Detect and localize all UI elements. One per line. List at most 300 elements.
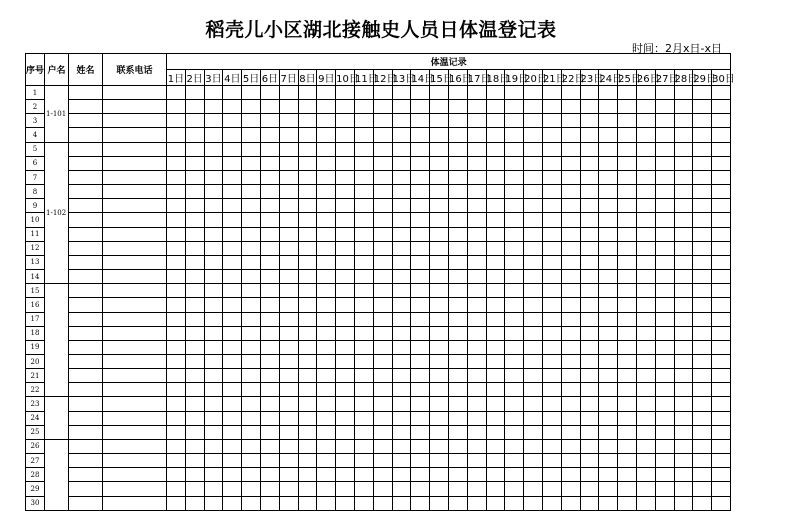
temperature-cell[interactable]: [505, 199, 524, 213]
temperature-cell[interactable]: [618, 185, 637, 199]
temperature-cell[interactable]: [542, 454, 561, 468]
temperature-cell[interactable]: [505, 468, 524, 482]
temperature-cell[interactable]: [618, 227, 637, 241]
temperature-cell[interactable]: [373, 213, 392, 227]
temperature-cell[interactable]: [260, 454, 279, 468]
temperature-cell[interactable]: [373, 340, 392, 354]
temperature-cell[interactable]: [185, 156, 204, 170]
temperature-cell[interactable]: [185, 142, 204, 156]
phone-cell[interactable]: [103, 128, 167, 142]
temperature-cell[interactable]: [430, 114, 449, 128]
temperature-cell[interactable]: [430, 284, 449, 298]
temperature-cell[interactable]: [561, 482, 580, 496]
temperature-cell[interactable]: [655, 439, 674, 453]
temperature-cell[interactable]: [618, 312, 637, 326]
phone-cell[interactable]: [103, 454, 167, 468]
temperature-cell[interactable]: [693, 255, 712, 269]
temperature-cell[interactable]: [204, 369, 223, 383]
temperature-cell[interactable]: [204, 354, 223, 368]
temperature-cell[interactable]: [392, 284, 411, 298]
temperature-cell[interactable]: [167, 425, 186, 439]
temperature-cell[interactable]: [599, 496, 618, 510]
temperature-cell[interactable]: [317, 100, 336, 114]
temperature-cell[interactable]: [354, 156, 373, 170]
temperature-cell[interactable]: [185, 468, 204, 482]
temperature-cell[interactable]: [599, 454, 618, 468]
temperature-cell[interactable]: [636, 383, 655, 397]
temperature-cell[interactable]: [260, 199, 279, 213]
temperature-cell[interactable]: [486, 128, 505, 142]
temperature-cell[interactable]: [674, 326, 693, 340]
temperature-cell[interactable]: [392, 199, 411, 213]
temperature-cell[interactable]: [167, 468, 186, 482]
temperature-cell[interactable]: [693, 411, 712, 425]
temperature-cell[interactable]: [486, 185, 505, 199]
temperature-cell[interactable]: [298, 114, 317, 128]
temperature-cell[interactable]: [167, 312, 186, 326]
temperature-cell[interactable]: [373, 326, 392, 340]
temperature-cell[interactable]: [336, 86, 355, 100]
temperature-cell[interactable]: [223, 86, 242, 100]
temperature-cell[interactable]: [279, 454, 298, 468]
temperature-cell[interactable]: [167, 454, 186, 468]
temperature-cell[interactable]: [467, 383, 486, 397]
temperature-cell[interactable]: [260, 383, 279, 397]
temperature-cell[interactable]: [167, 241, 186, 255]
temperature-cell[interactable]: [655, 369, 674, 383]
temperature-cell[interactable]: [448, 199, 467, 213]
temperature-cell[interactable]: [580, 482, 599, 496]
name-cell[interactable]: [69, 170, 103, 184]
temperature-cell[interactable]: [448, 482, 467, 496]
temperature-cell[interactable]: [618, 425, 637, 439]
temperature-cell[interactable]: [204, 425, 223, 439]
temperature-cell[interactable]: [618, 369, 637, 383]
temperature-cell[interactable]: [167, 439, 186, 453]
temperature-cell[interactable]: [655, 255, 674, 269]
temperature-cell[interactable]: [448, 270, 467, 284]
temperature-cell[interactable]: [223, 411, 242, 425]
temperature-cell[interactable]: [599, 312, 618, 326]
temperature-cell[interactable]: [167, 496, 186, 510]
temperature-cell[interactable]: [204, 86, 223, 100]
temperature-cell[interactable]: [430, 142, 449, 156]
temperature-cell[interactable]: [505, 100, 524, 114]
temperature-cell[interactable]: [336, 185, 355, 199]
temperature-cell[interactable]: [655, 468, 674, 482]
temperature-cell[interactable]: [242, 439, 261, 453]
temperature-cell[interactable]: [467, 86, 486, 100]
phone-cell[interactable]: [103, 496, 167, 510]
temperature-cell[interactable]: [636, 354, 655, 368]
temperature-cell[interactable]: [486, 199, 505, 213]
temperature-cell[interactable]: [185, 199, 204, 213]
temperature-cell[interactable]: [185, 255, 204, 269]
temperature-cell[interactable]: [317, 156, 336, 170]
temperature-cell[interactable]: [655, 482, 674, 496]
temperature-cell[interactable]: [373, 270, 392, 284]
temperature-cell[interactable]: [693, 142, 712, 156]
temperature-cell[interactable]: [524, 128, 543, 142]
temperature-cell[interactable]: [505, 128, 524, 142]
temperature-cell[interactable]: [185, 312, 204, 326]
phone-cell[interactable]: [103, 114, 167, 128]
temperature-cell[interactable]: [618, 213, 637, 227]
temperature-cell[interactable]: [336, 340, 355, 354]
name-cell[interactable]: [69, 411, 103, 425]
temperature-cell[interactable]: [580, 170, 599, 184]
temperature-cell[interactable]: [317, 439, 336, 453]
temperature-cell[interactable]: [336, 241, 355, 255]
temperature-cell[interactable]: [467, 100, 486, 114]
temperature-cell[interactable]: [242, 185, 261, 199]
temperature-cell[interactable]: [167, 298, 186, 312]
temperature-cell[interactable]: [392, 383, 411, 397]
temperature-cell[interactable]: [486, 326, 505, 340]
temperature-cell[interactable]: [542, 284, 561, 298]
temperature-cell[interactable]: [580, 86, 599, 100]
temperature-cell[interactable]: [561, 270, 580, 284]
temperature-cell[interactable]: [336, 255, 355, 269]
temperature-cell[interactable]: [599, 383, 618, 397]
temperature-cell[interactable]: [185, 454, 204, 468]
temperature-cell[interactable]: [561, 496, 580, 510]
temperature-cell[interactable]: [167, 100, 186, 114]
temperature-cell[interactable]: [373, 199, 392, 213]
temperature-cell[interactable]: [185, 369, 204, 383]
temperature-cell[interactable]: [693, 354, 712, 368]
temperature-cell[interactable]: [580, 142, 599, 156]
temperature-cell[interactable]: [185, 227, 204, 241]
name-cell[interactable]: [69, 270, 103, 284]
temperature-cell[interactable]: [354, 340, 373, 354]
temperature-cell[interactable]: [599, 354, 618, 368]
temperature-cell[interactable]: [580, 340, 599, 354]
temperature-cell[interactable]: [618, 199, 637, 213]
temperature-cell[interactable]: [467, 170, 486, 184]
temperature-cell[interactable]: [655, 326, 674, 340]
temperature-cell[interactable]: [467, 114, 486, 128]
temperature-cell[interactable]: [317, 128, 336, 142]
temperature-cell[interactable]: [279, 496, 298, 510]
temperature-cell[interactable]: [223, 100, 242, 114]
temperature-cell[interactable]: [693, 482, 712, 496]
temperature-cell[interactable]: [693, 86, 712, 100]
temperature-cell[interactable]: [580, 255, 599, 269]
temperature-cell[interactable]: [298, 411, 317, 425]
temperature-cell[interactable]: [524, 482, 543, 496]
temperature-cell[interactable]: [580, 425, 599, 439]
temperature-cell[interactable]: [448, 326, 467, 340]
temperature-cell[interactable]: [580, 227, 599, 241]
temperature-cell[interactable]: [185, 439, 204, 453]
temperature-cell[interactable]: [561, 156, 580, 170]
temperature-cell[interactable]: [298, 156, 317, 170]
temperature-cell[interactable]: [354, 128, 373, 142]
temperature-cell[interactable]: [524, 340, 543, 354]
temperature-cell[interactable]: [561, 369, 580, 383]
temperature-cell[interactable]: [524, 270, 543, 284]
temperature-cell[interactable]: [279, 114, 298, 128]
temperature-cell[interactable]: [486, 114, 505, 128]
temperature-cell[interactable]: [430, 241, 449, 255]
phone-cell[interactable]: [103, 156, 167, 170]
temperature-cell[interactable]: [167, 284, 186, 298]
temperature-cell[interactable]: [505, 255, 524, 269]
temperature-cell[interactable]: [392, 170, 411, 184]
temperature-cell[interactable]: [580, 454, 599, 468]
temperature-cell[interactable]: [354, 270, 373, 284]
temperature-cell[interactable]: [223, 354, 242, 368]
temperature-cell[interactable]: [580, 213, 599, 227]
temperature-cell[interactable]: [580, 496, 599, 510]
temperature-cell[interactable]: [242, 270, 261, 284]
temperature-cell[interactable]: [373, 142, 392, 156]
phone-cell[interactable]: [103, 170, 167, 184]
temperature-cell[interactable]: [448, 383, 467, 397]
temperature-cell[interactable]: [167, 340, 186, 354]
temperature-cell[interactable]: [674, 439, 693, 453]
temperature-cell[interactable]: [505, 326, 524, 340]
temperature-cell[interactable]: [580, 411, 599, 425]
temperature-cell[interactable]: [618, 270, 637, 284]
temperature-cell[interactable]: [260, 128, 279, 142]
phone-cell[interactable]: [103, 100, 167, 114]
temperature-cell[interactable]: [411, 397, 430, 411]
temperature-cell[interactable]: [448, 185, 467, 199]
temperature-cell[interactable]: [467, 425, 486, 439]
temperature-cell[interactable]: [542, 397, 561, 411]
temperature-cell[interactable]: [204, 241, 223, 255]
temperature-cell[interactable]: [524, 227, 543, 241]
name-cell[interactable]: [69, 227, 103, 241]
temperature-cell[interactable]: [448, 411, 467, 425]
temperature-cell[interactable]: [298, 142, 317, 156]
temperature-cell[interactable]: [580, 354, 599, 368]
temperature-cell[interactable]: [467, 227, 486, 241]
temperature-cell[interactable]: [618, 170, 637, 184]
temperature-cell[interactable]: [373, 425, 392, 439]
temperature-cell[interactable]: [336, 270, 355, 284]
temperature-cell[interactable]: [392, 241, 411, 255]
temperature-cell[interactable]: [411, 340, 430, 354]
temperature-cell[interactable]: [242, 340, 261, 354]
temperature-cell[interactable]: [524, 454, 543, 468]
temperature-cell[interactable]: [561, 383, 580, 397]
temperature-cell[interactable]: [430, 397, 449, 411]
temperature-cell[interactable]: [298, 298, 317, 312]
temperature-cell[interactable]: [242, 482, 261, 496]
temperature-cell[interactable]: [392, 369, 411, 383]
temperature-cell[interactable]: [618, 496, 637, 510]
temperature-cell[interactable]: [693, 114, 712, 128]
temperature-cell[interactable]: [655, 284, 674, 298]
temperature-cell[interactable]: [242, 496, 261, 510]
temperature-cell[interactable]: [317, 411, 336, 425]
temperature-cell[interactable]: [561, 298, 580, 312]
temperature-cell[interactable]: [712, 369, 731, 383]
temperature-cell[interactable]: [242, 454, 261, 468]
temperature-cell[interactable]: [167, 369, 186, 383]
temperature-cell[interactable]: [392, 128, 411, 142]
name-cell[interactable]: [69, 199, 103, 213]
phone-cell[interactable]: [103, 369, 167, 383]
temperature-cell[interactable]: [167, 227, 186, 241]
temperature-cell[interactable]: [354, 383, 373, 397]
temperature-cell[interactable]: [204, 227, 223, 241]
temperature-cell[interactable]: [317, 142, 336, 156]
temperature-cell[interactable]: [561, 213, 580, 227]
temperature-cell[interactable]: [317, 86, 336, 100]
temperature-cell[interactable]: [599, 298, 618, 312]
temperature-cell[interactable]: [655, 496, 674, 510]
temperature-cell[interactable]: [242, 326, 261, 340]
temperature-cell[interactable]: [505, 340, 524, 354]
temperature-cell[interactable]: [693, 199, 712, 213]
temperature-cell[interactable]: [505, 369, 524, 383]
temperature-cell[interactable]: [712, 156, 731, 170]
temperature-cell[interactable]: [260, 100, 279, 114]
temperature-cell[interactable]: [448, 156, 467, 170]
temperature-cell[interactable]: [712, 397, 731, 411]
phone-cell[interactable]: [103, 213, 167, 227]
name-cell[interactable]: [69, 213, 103, 227]
temperature-cell[interactable]: [279, 100, 298, 114]
temperature-cell[interactable]: [693, 340, 712, 354]
temperature-cell[interactable]: [693, 312, 712, 326]
temperature-cell[interactable]: [693, 454, 712, 468]
temperature-cell[interactable]: [655, 354, 674, 368]
name-cell[interactable]: [69, 425, 103, 439]
temperature-cell[interactable]: [693, 100, 712, 114]
temperature-cell[interactable]: [524, 284, 543, 298]
name-cell[interactable]: [69, 496, 103, 510]
phone-cell[interactable]: [103, 185, 167, 199]
phone-cell[interactable]: [103, 354, 167, 368]
temperature-cell[interactable]: [580, 397, 599, 411]
temperature-cell[interactable]: [542, 270, 561, 284]
temperature-cell[interactable]: [674, 496, 693, 510]
temperature-cell[interactable]: [636, 241, 655, 255]
temperature-cell[interactable]: [354, 326, 373, 340]
temperature-cell[interactable]: [448, 454, 467, 468]
temperature-cell[interactable]: [411, 213, 430, 227]
temperature-cell[interactable]: [392, 227, 411, 241]
temperature-cell[interactable]: [354, 298, 373, 312]
temperature-cell[interactable]: [636, 397, 655, 411]
temperature-cell[interactable]: [636, 213, 655, 227]
temperature-cell[interactable]: [279, 340, 298, 354]
phone-cell[interactable]: [103, 298, 167, 312]
temperature-cell[interactable]: [279, 369, 298, 383]
temperature-cell[interactable]: [279, 199, 298, 213]
temperature-cell[interactable]: [674, 312, 693, 326]
name-cell[interactable]: [69, 128, 103, 142]
temperature-cell[interactable]: [561, 241, 580, 255]
temperature-cell[interactable]: [204, 199, 223, 213]
temperature-cell[interactable]: [354, 227, 373, 241]
temperature-cell[interactable]: [674, 255, 693, 269]
temperature-cell[interactable]: [580, 114, 599, 128]
temperature-cell[interactable]: [561, 128, 580, 142]
temperature-cell[interactable]: [430, 326, 449, 340]
temperature-cell[interactable]: [599, 482, 618, 496]
temperature-cell[interactable]: [448, 496, 467, 510]
temperature-cell[interactable]: [655, 156, 674, 170]
temperature-cell[interactable]: [411, 185, 430, 199]
temperature-cell[interactable]: [411, 255, 430, 269]
temperature-cell[interactable]: [279, 439, 298, 453]
temperature-cell[interactable]: [524, 100, 543, 114]
temperature-cell[interactable]: [204, 213, 223, 227]
temperature-cell[interactable]: [298, 185, 317, 199]
temperature-cell[interactable]: [430, 128, 449, 142]
temperature-cell[interactable]: [279, 312, 298, 326]
temperature-cell[interactable]: [712, 100, 731, 114]
temperature-cell[interactable]: [618, 411, 637, 425]
household-cell[interactable]: 1-101: [45, 86, 69, 143]
temperature-cell[interactable]: [373, 354, 392, 368]
temperature-cell[interactable]: [636, 114, 655, 128]
temperature-cell[interactable]: [279, 298, 298, 312]
temperature-cell[interactable]: [392, 354, 411, 368]
temperature-cell[interactable]: [185, 114, 204, 128]
temperature-cell[interactable]: [260, 142, 279, 156]
temperature-cell[interactable]: [636, 156, 655, 170]
temperature-cell[interactable]: [336, 199, 355, 213]
temperature-cell[interactable]: [223, 383, 242, 397]
temperature-cell[interactable]: [185, 496, 204, 510]
temperature-cell[interactable]: [505, 270, 524, 284]
temperature-cell[interactable]: [223, 397, 242, 411]
temperature-cell[interactable]: [204, 255, 223, 269]
temperature-cell[interactable]: [411, 369, 430, 383]
name-cell[interactable]: [69, 255, 103, 269]
temperature-cell[interactable]: [674, 86, 693, 100]
temperature-cell[interactable]: [448, 312, 467, 326]
temperature-cell[interactable]: [411, 241, 430, 255]
temperature-cell[interactable]: [505, 354, 524, 368]
temperature-cell[interactable]: [448, 128, 467, 142]
temperature-cell[interactable]: [674, 397, 693, 411]
temperature-cell[interactable]: [411, 284, 430, 298]
temperature-cell[interactable]: [317, 340, 336, 354]
temperature-cell[interactable]: [524, 170, 543, 184]
temperature-cell[interactable]: [242, 241, 261, 255]
temperature-cell[interactable]: [354, 454, 373, 468]
temperature-cell[interactable]: [223, 482, 242, 496]
temperature-cell[interactable]: [167, 199, 186, 213]
temperature-cell[interactable]: [204, 496, 223, 510]
temperature-cell[interactable]: [599, 170, 618, 184]
temperature-cell[interactable]: [655, 213, 674, 227]
temperature-cell[interactable]: [298, 227, 317, 241]
temperature-cell[interactable]: [467, 241, 486, 255]
household-cell[interactable]: [45, 397, 69, 439]
temperature-cell[interactable]: [317, 312, 336, 326]
temperature-cell[interactable]: [486, 284, 505, 298]
temperature-cell[interactable]: [354, 397, 373, 411]
temperature-cell[interactable]: [655, 411, 674, 425]
name-cell[interactable]: [69, 86, 103, 100]
temperature-cell[interactable]: [448, 86, 467, 100]
temperature-cell[interactable]: [467, 439, 486, 453]
temperature-cell[interactable]: [298, 213, 317, 227]
temperature-cell[interactable]: [373, 298, 392, 312]
temperature-cell[interactable]: [599, 199, 618, 213]
temperature-cell[interactable]: [167, 482, 186, 496]
temperature-cell[interactable]: [204, 100, 223, 114]
